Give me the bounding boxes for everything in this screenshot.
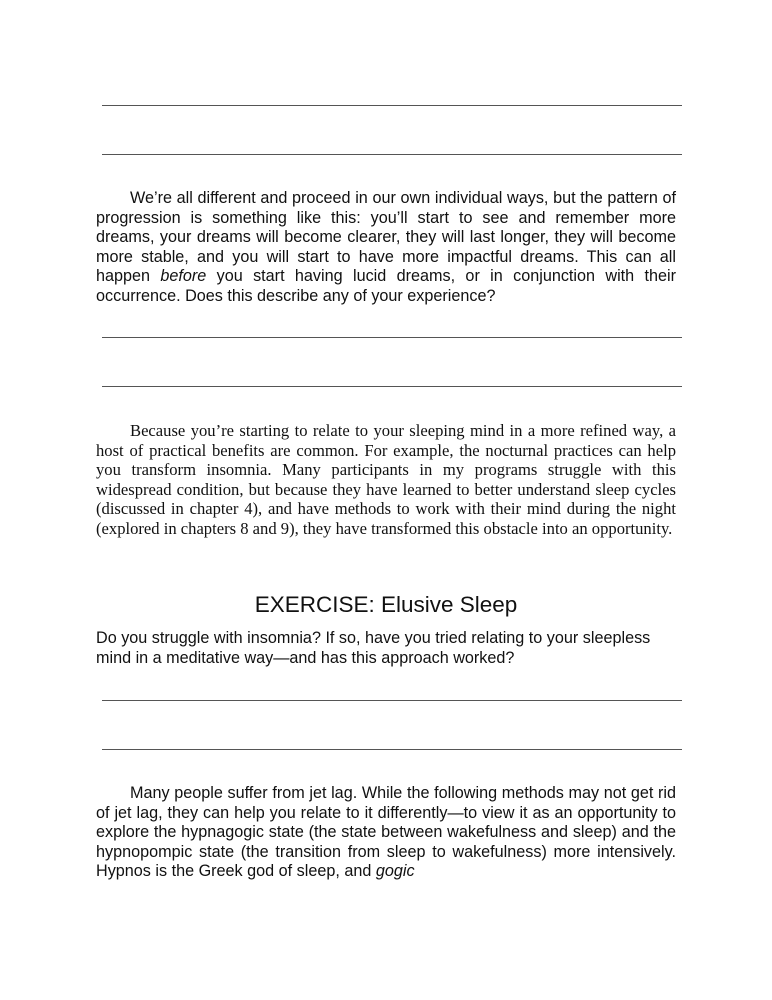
answer-line-3 [102,337,682,338]
answer-line-2 [102,154,682,155]
progression-text-b: you start having lucid dreams, or in conjunction with their occurrence. Does this describe any of your experience? [96,267,677,305]
answer-line-4 [102,386,682,387]
answer-line-5 [102,700,682,701]
jet-lag-emphasis: gogic [375,862,415,880]
exercise-title: EXERCISE: Elusive Sleep [254,592,518,617]
insomnia-benefits-paragraph: Because you’re starting to relate to your sleeping mind in a more refined way, a host of practical benefits are common. For example, the nocturnal practices can help you transform insomnia. Many participants in my programs struggle with this widespread condition, but because they have learned to better understand sleep cycles (discussed in chapter 4), and have methods to work with their mind during the night (explored in chapters 8 and 9), they have transformed this obstacle into an opportunity. [96,421,676,538]
exercise-prompt: Do you struggle with insomnia? If so, have you tried relating to your sleepless mind in a meditative way—and has this approach worked? [96,629,651,667]
answer-line-6 [102,749,682,750]
progression-text-a: We’re all different and proceed in our own individual ways, but the pattern of progression is something like this: you’ll start to see and remember more dreams, your dreams will become clearer, they will last longer, they will become more stable, and you will start to have more impactful dreams. This can all happen [96,189,676,285]
jet-lag-paragraph [96,784,676,882]
progression-paragraph [96,189,676,306]
progression-emphasis: before [160,267,207,285]
answer-line-1 [102,105,682,106]
jet-lag-text: Many people suffer from jet lag. While the following methods may not get rid of jet lag, they can help you relate to it differently—to view it as an opportunity to explore the hypnagogic state (the state between wakefulness and sleep) and the hypnopompic state (the transition from sleep to wakefulness) more intensively. Hypnos is the Greek god of sleep, and [96,784,676,880]
